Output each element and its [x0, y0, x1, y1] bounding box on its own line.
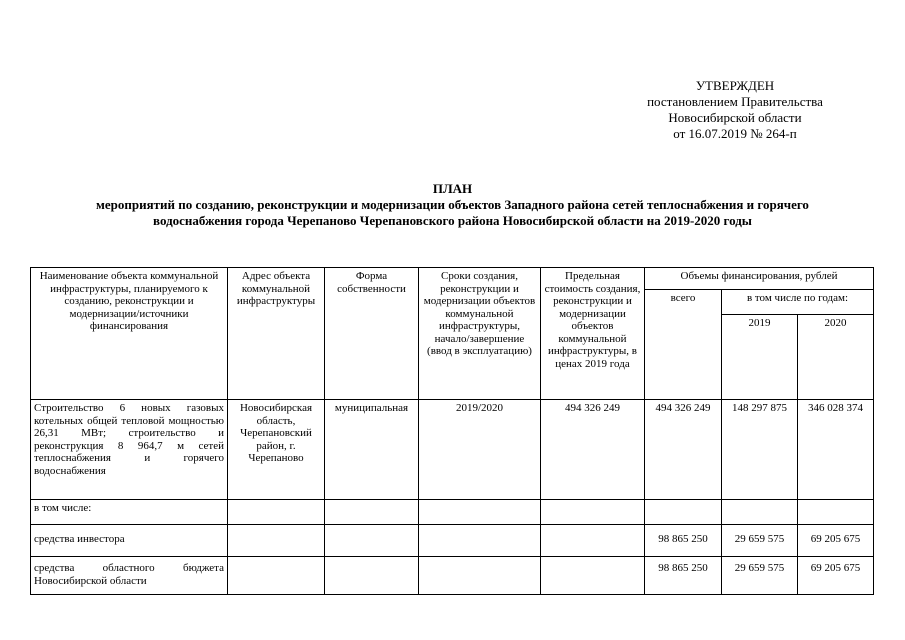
row-max-cost [541, 525, 645, 557]
row-total: 98 865 250 [645, 525, 722, 557]
plan-table [30, 267, 874, 595]
row-y2019: 148 297 875 [722, 400, 798, 500]
row-max-cost [541, 557, 645, 595]
row-ownership [325, 557, 419, 595]
row-max-cost: 494 326 249 [541, 400, 645, 500]
title-heading: ПЛАН [432, 181, 473, 196]
row-address [228, 557, 325, 595]
row-terms [419, 500, 541, 525]
row-total: 494 326 249 [645, 400, 722, 500]
row-address [228, 525, 325, 557]
header-terms: Сроки создания, реконструкции и модернизации объектов коммунальной инфраструктуры, начало/завершение (ввод в эксплуатацию) [419, 268, 541, 400]
document-title [30, 181, 875, 229]
table-row [31, 500, 874, 525]
row-terms: 2019/2020 [419, 400, 541, 500]
title-line-3: водоснабжения города Черепаново Черепановского района Новосибирской области на 2019-2020 годы [153, 213, 752, 228]
row-name: средства инвестора [31, 525, 228, 557]
row-total [645, 500, 722, 525]
row-address: Новосибирская область, Черепановский район, г. Черепаново [228, 400, 325, 500]
header-name: Наименование объекта коммунальной инфраструктуры, планируемого к созданию, реконструкции и модернизации/источники финансирования [31, 268, 228, 400]
row-max-cost [541, 500, 645, 525]
header-address: Адрес объекта коммунальной инфраструктуры [228, 268, 325, 400]
row-ownership [325, 500, 419, 525]
row-ownership: муниципальная [325, 400, 419, 500]
header-year-2019: 2019 [722, 315, 798, 400]
header-by-years: в том числе по годам: [722, 290, 874, 315]
header-funding: Объемы финансирования, рублей [645, 268, 874, 290]
row-name: средства областного бюджета Новосибирской области [31, 557, 228, 595]
title-line-2: мероприятий по созданию, реконструкции и модернизации объектов Западного района сетей теплоснабжения и горячего [96, 197, 809, 212]
row-y2020: 346 028 374 [798, 400, 874, 500]
row-y2019 [722, 500, 798, 525]
table-row [31, 557, 874, 595]
header-row-1 [31, 268, 874, 290]
approval-stamp [600, 78, 870, 142]
row-terms [419, 525, 541, 557]
header-ownership: Форма собственности [325, 268, 419, 400]
row-ownership [325, 525, 419, 557]
row-address [228, 500, 325, 525]
row-y2020 [798, 500, 874, 525]
approval-region: Новосибирской области [668, 110, 802, 125]
row-y2019: 29 659 575 [722, 525, 798, 557]
row-total: 98 865 250 [645, 557, 722, 595]
row-y2019: 29 659 575 [722, 557, 798, 595]
approval-status: УТВЕРЖДЕН [695, 78, 775, 93]
table-row [31, 525, 874, 557]
approval-by: постановлением Правительства [647, 94, 823, 109]
header-max-cost: Предельная стоимость создания, реконструкции и модернизации объектов коммунальной инфраструктуры, в ценах 2019 года [541, 268, 645, 400]
row-y2020: 69 205 675 [798, 557, 874, 595]
table-row [31, 400, 874, 500]
row-y2020: 69 205 675 [798, 525, 874, 557]
header-total: всего [645, 290, 722, 400]
row-name: в том числе: [31, 500, 228, 525]
header-year-2020: 2020 [798, 315, 874, 400]
row-name: Строительство 6 новых газовых котельных общей тепловой мощностью 26,31 МВт; строительство и реконструкция 8 964,7 м сетей теплоснабжения и горячего водоснабжения [31, 400, 228, 500]
row-terms [419, 557, 541, 595]
approval-date-number: от 16.07.2019 № 264-п [673, 126, 797, 141]
